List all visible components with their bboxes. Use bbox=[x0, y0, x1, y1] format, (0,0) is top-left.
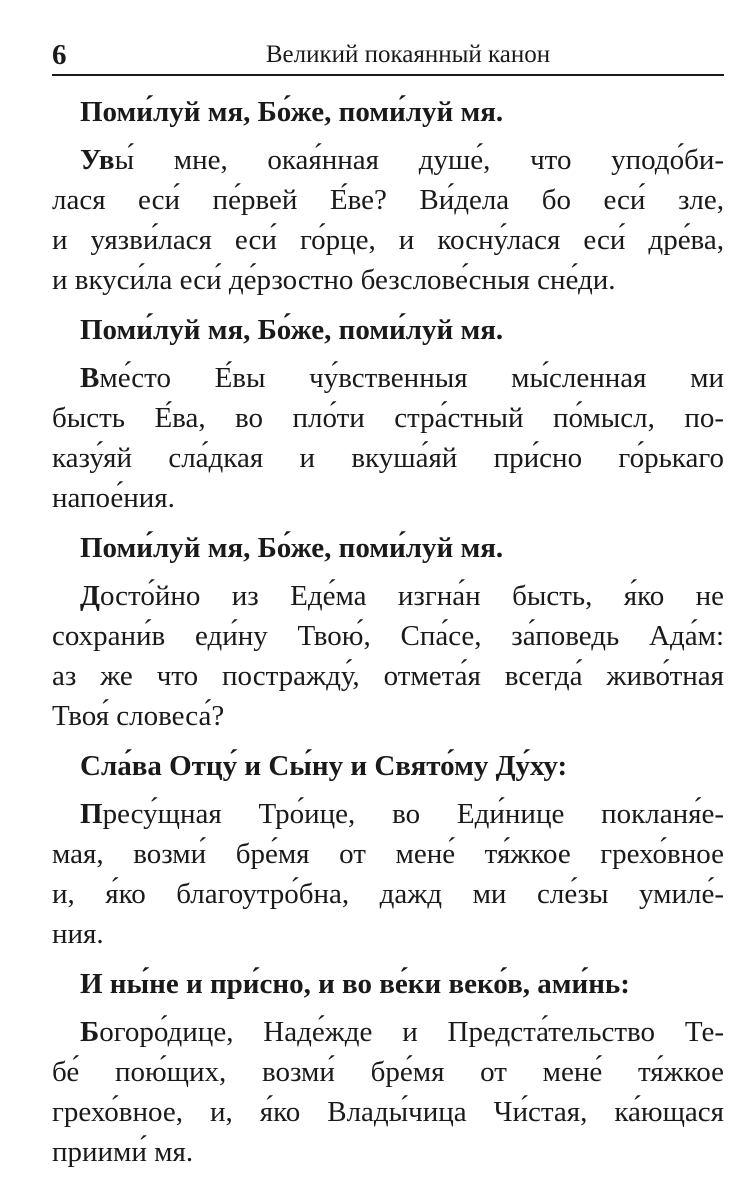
verse-line: аз же что постражду́, отмета́я всегда́ живо́тная bbox=[52, 660, 724, 692]
refrain: Поми́луй мя, Бо́же, поми́луй мя. bbox=[80, 96, 504, 128]
verse-line bbox=[52, 140, 724, 180]
verse-line: и уязви́лася еси́ го́рце, и косну́лася еси́ дре́ва, bbox=[52, 224, 724, 256]
page-content bbox=[52, 92, 724, 1172]
theotokion-verse bbox=[52, 1012, 724, 1172]
verse-line: напое́ния. bbox=[52, 482, 175, 514]
verse-line-text: ресу́щная Тро́ице, во Еди́нице покланя́е- bbox=[102, 798, 724, 830]
refrain: Поми́луй мя, Бо́же, поми́луй мя. bbox=[80, 314, 504, 346]
verse-line: мая, возми́ бре́мя от мене́ тя́жкое грехо́вное bbox=[52, 838, 724, 870]
verse-line: грехо́вное, и, я́ко Влады́чица Чи́стая, ка́ющася bbox=[52, 1096, 724, 1128]
troparion-verse bbox=[52, 358, 724, 518]
verse-line-text: осто́йно из Еде́ма изгна́н бысть, я́ко не bbox=[99, 580, 724, 612]
troparion-verse bbox=[52, 140, 724, 300]
verse-line-text: ме́сто Е́вы чу́вственныя мы́сленная ми bbox=[99, 362, 724, 394]
troparion-verse bbox=[52, 576, 724, 736]
verse-line: сохрани́в еди́ну Твою́, Спа́се, за́поведь Ада́м: bbox=[52, 620, 724, 652]
verse-line bbox=[52, 358, 724, 398]
verse-line: казу́яй сла́дкая и вкуша́яй при́сно го́рькаго bbox=[52, 442, 724, 474]
verse-line: бысть Е́ва, во пло́ти стра́стный по́мысл, по- bbox=[52, 402, 724, 434]
refrain-now-and-ever: И ны́не и при́сно, и во ве́ки веко́в, ами́нь: bbox=[80, 968, 630, 1000]
page-number: 6 bbox=[52, 39, 67, 71]
verse-line: бе́ пою́щих, возми́ бре́мя от мене́ тя́жкое bbox=[52, 1056, 724, 1088]
verse-initial: Д bbox=[80, 580, 100, 612]
verse-initial: Ув bbox=[80, 144, 115, 176]
verse-line: и, я́ко благоутро́бна, дажд ми сле́зы умиле́- bbox=[52, 878, 724, 910]
verse-line: ния. bbox=[52, 918, 104, 950]
verse-line bbox=[52, 576, 724, 616]
verse-line: приими́ мя. bbox=[52, 1136, 194, 1168]
verse-line-text: ы́ мне, окая́нная душе́, что уподо́би- bbox=[114, 144, 724, 176]
verse-line bbox=[52, 1012, 724, 1052]
verse-line: лася еси́ пе́рвей Е́ве? Ви́дела бо еси́ зле, bbox=[52, 184, 724, 216]
troparion-verse bbox=[52, 794, 724, 954]
verse-line: и вкуси́ла еси́ де́рзостно безслове́сныя сне́ди. bbox=[52, 264, 616, 296]
refrain: Поми́луй мя, Бо́же, поми́луй мя. bbox=[80, 532, 504, 564]
running-title: Великий покаянный канон bbox=[265, 41, 551, 68]
page-header bbox=[52, 38, 724, 76]
verse-line: Твоя́ словеса́? bbox=[52, 700, 225, 732]
verse-initial: В bbox=[80, 362, 100, 394]
refrain-doxology: Сла́ва Отцу́ и Сы́ну и Свято́му Ду́ху: bbox=[80, 750, 568, 782]
verse-line-text: огоро́дице, Наде́жде и Предста́тельство Те- bbox=[99, 1016, 724, 1048]
verse-initial: П bbox=[80, 798, 103, 830]
verse-line bbox=[52, 794, 724, 834]
book-page bbox=[52, 38, 724, 1182]
verse-initial: Б bbox=[80, 1016, 100, 1048]
